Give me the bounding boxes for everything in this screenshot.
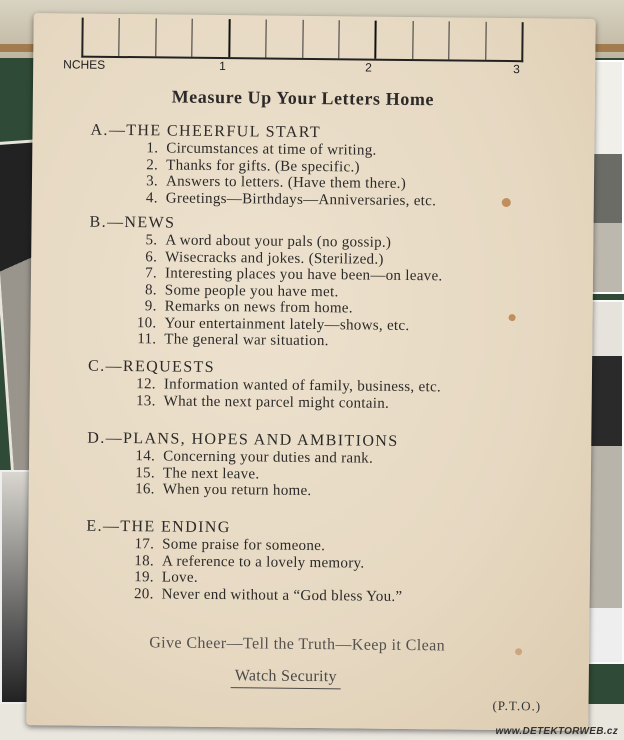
item-number: 9. (144, 298, 157, 315)
item-number: 8. (144, 281, 157, 298)
section-heading: E.—THE ENDING (86, 517, 231, 537)
section-heading: B.—NEWS (89, 213, 176, 232)
section-e (28, 517, 589, 607)
item-text: Circumstances at time of writing. (166, 140, 377, 159)
ruler-tick (449, 21, 486, 59)
section-heading: A.—THE CHEERFUL START (90, 121, 322, 142)
item-number: 1. (146, 140, 159, 157)
item-number: 3. (146, 173, 159, 190)
item-text: Love. (161, 569, 199, 586)
item-text: When you return home. (162, 481, 312, 500)
item-text: Information wanted of family, business, etc. (163, 376, 442, 396)
ruler-tick (413, 21, 450, 59)
item-number: 15. (135, 464, 156, 481)
section-a (32, 121, 593, 211)
item-text: What the next parcel might contain. (163, 392, 390, 412)
section-c (30, 357, 591, 414)
item-number: 10. (136, 314, 157, 331)
item-text: Remarks on news from home. (164, 298, 353, 317)
item-text: Some people you have met. (164, 281, 339, 300)
stain-mark (502, 198, 511, 207)
item-text: Never end without a “God bless You.” (161, 585, 403, 605)
section-heading: C.—REQUESTS (87, 357, 216, 376)
ruler-tick (266, 20, 303, 58)
section-b (30, 213, 591, 352)
item-number: 5. (145, 232, 158, 249)
item-number: 13. (135, 392, 156, 409)
item-text: The next leave. (162, 464, 260, 482)
ruler-tick (83, 18, 120, 56)
item-text: Concerning your duties and rank. (163, 448, 374, 467)
ruler-tick (339, 20, 377, 58)
item-number: 4. (145, 189, 158, 206)
item-number: 7. (145, 265, 158, 282)
item-number: 20. (133, 585, 154, 602)
site-watermark: www.DETEKTORWEB.cz (495, 726, 618, 737)
item-text: A reference to a lovely memory. (161, 552, 365, 572)
ruler-tick (486, 22, 522, 60)
ruler-mark-3: 3 (513, 62, 520, 77)
ruler-tick (156, 18, 193, 56)
list-item (125, 481, 589, 502)
list-item (126, 331, 590, 352)
inch-ruler (81, 18, 523, 63)
item-text: Interesting places you have been—on leave. (164, 265, 443, 285)
item-text: Thanks for gifts. (Be specific.) (166, 156, 360, 176)
stain-mark (509, 314, 516, 321)
item-text: Your entertainment lately—shows, etc. (164, 314, 410, 334)
item-number: 17. (134, 536, 155, 553)
item-number: 18. (134, 552, 155, 569)
item-number: 16. (135, 481, 155, 498)
ruler-tick (193, 19, 231, 57)
item-number: 14. (135, 448, 156, 465)
item-text: A word about your pals (no gossip.) (165, 232, 392, 251)
section-heading: D.—PLANS, HOPES AND AMBITIONS (87, 429, 399, 450)
card-title: Measure Up Your Letters Home (171, 86, 435, 110)
item-text: Some praise for someone. (162, 536, 326, 555)
ruler-unit-label: NCHES (63, 57, 106, 72)
list-item (126, 393, 590, 414)
list-item (128, 190, 592, 211)
item-text: Greetings—Birthdays—Anniversaries, etc. (165, 189, 437, 209)
item-text: Wisecracks and jokes. (Sterilized.) (165, 248, 384, 268)
item-number: 12. (136, 376, 156, 393)
ruler-mark-1: 1 (219, 59, 226, 74)
item-number: 19. (134, 569, 154, 586)
ruler-tick (377, 21, 414, 59)
pto-label: (P.T.O.) (492, 697, 542, 714)
ruler-mark-2: 2 (365, 60, 372, 75)
ruler-tick (230, 19, 267, 57)
ruler-tick (120, 18, 157, 56)
letter-guide-card (26, 13, 595, 731)
item-number: 11. (137, 331, 157, 348)
item-text: The general war situation. (164, 331, 329, 350)
section-d (29, 429, 590, 502)
item-number: 2. (146, 156, 159, 173)
item-text: Answers to letters. (Have them there.) (165, 173, 407, 192)
ruler-tick (303, 20, 340, 58)
footer-security: Watch Security (231, 667, 341, 689)
item-number: 6. (145, 248, 158, 265)
list-item (124, 586, 588, 607)
footer-motto: Give Cheer—Tell the Truth—Keep it Clean (149, 634, 446, 655)
stain-mark (515, 648, 522, 655)
